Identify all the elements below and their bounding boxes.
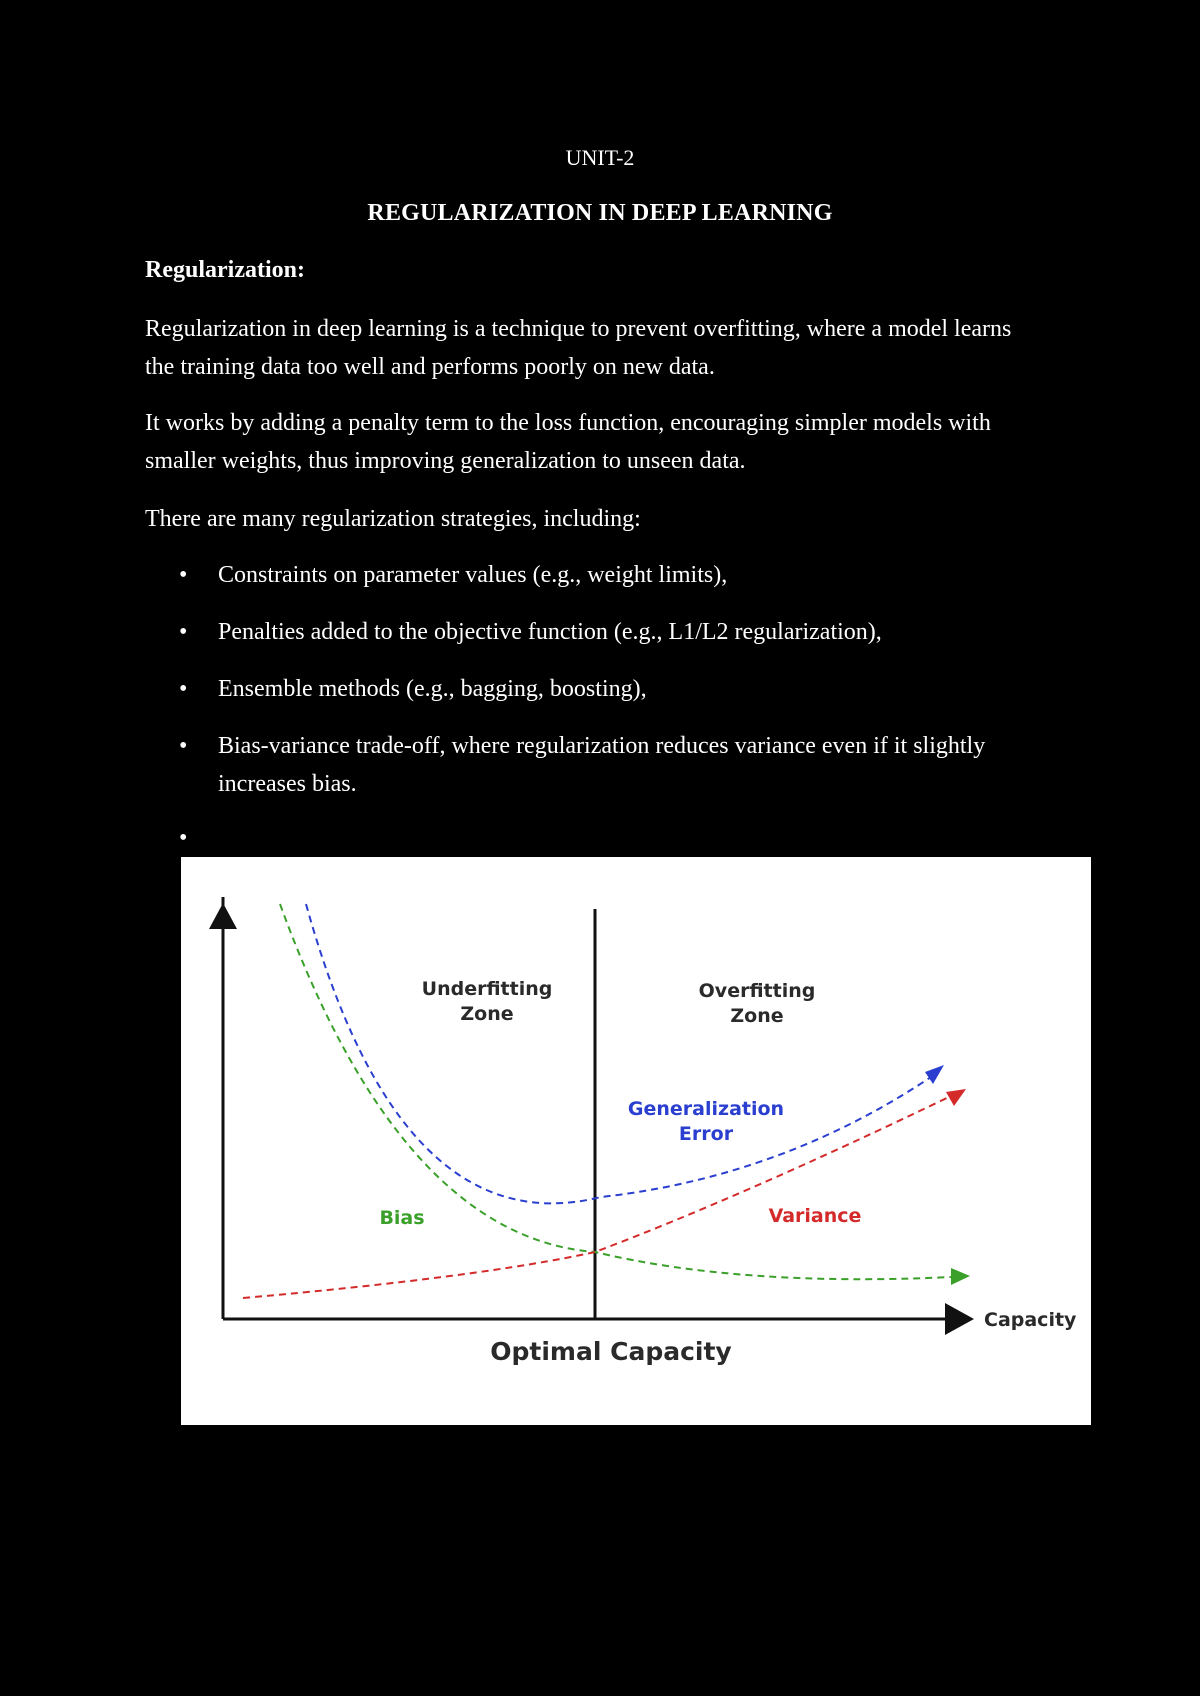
overfitting-zone-label: Zone (730, 1005, 784, 1027)
generalization-arrowhead (925, 1065, 944, 1084)
paragraph-mechanism: It works by adding a penalty term to the loss function, encouraging simpler models with smaller weights, thus improving generalization to unseen data. (145, 410, 991, 474)
generalization-error-curve (306, 904, 931, 1203)
unit-label: UNIT-2 (565, 145, 635, 170)
variance-label: Variance (768, 1205, 862, 1227)
document-title: REGULARIZATION IN DEEP LEARNING (367, 200, 833, 226)
generalization-error-label: Generalization (627, 1098, 785, 1120)
bias-label: Bias (379, 1207, 425, 1229)
list-item: • Bias-variance trade-off, where regularization reduces variance even if it slightly increases bias. (145, 727, 1045, 803)
section-heading: Regularization: (145, 257, 305, 283)
list-item: • Constraints on parameter values (e.g., weight limits), (145, 556, 1045, 594)
x-axis-label: Capacity (984, 1309, 1077, 1331)
bias-arrowhead (951, 1268, 970, 1285)
empty-bullet: • (179, 825, 188, 851)
strategy-list (145, 556, 1045, 822)
x-axis-arrowhead (945, 1303, 974, 1335)
list-item: • Penalties added to the objective function (e.g., L1/L2 regularization), (145, 613, 1045, 651)
overfitting-zone-label: Overfitting (698, 980, 816, 1002)
generalization-error-label: Error (678, 1123, 734, 1145)
variance-arrowhead (946, 1089, 966, 1106)
list-item: • Ensemble methods (e.g., bagging, boosting), (145, 670, 1045, 708)
optimal-capacity-label: Optimal Capacity (490, 1337, 732, 1366)
y-axis-arrowhead (209, 903, 237, 929)
underfitting-zone-label: Underfitting (421, 978, 553, 1000)
paragraph-definition: Regularization in deep learning is a technique to prevent overfitting, where a model learns the training data too well and performs poorly on new data. (145, 316, 1012, 380)
underfitting-zone-label: Zone (460, 1003, 514, 1025)
paragraph-strategies-intro: There are many regularization strategies, including: (145, 506, 641, 532)
bias-variance-diagram (181, 857, 1091, 1425)
bias-variance-figure (181, 857, 1091, 1425)
